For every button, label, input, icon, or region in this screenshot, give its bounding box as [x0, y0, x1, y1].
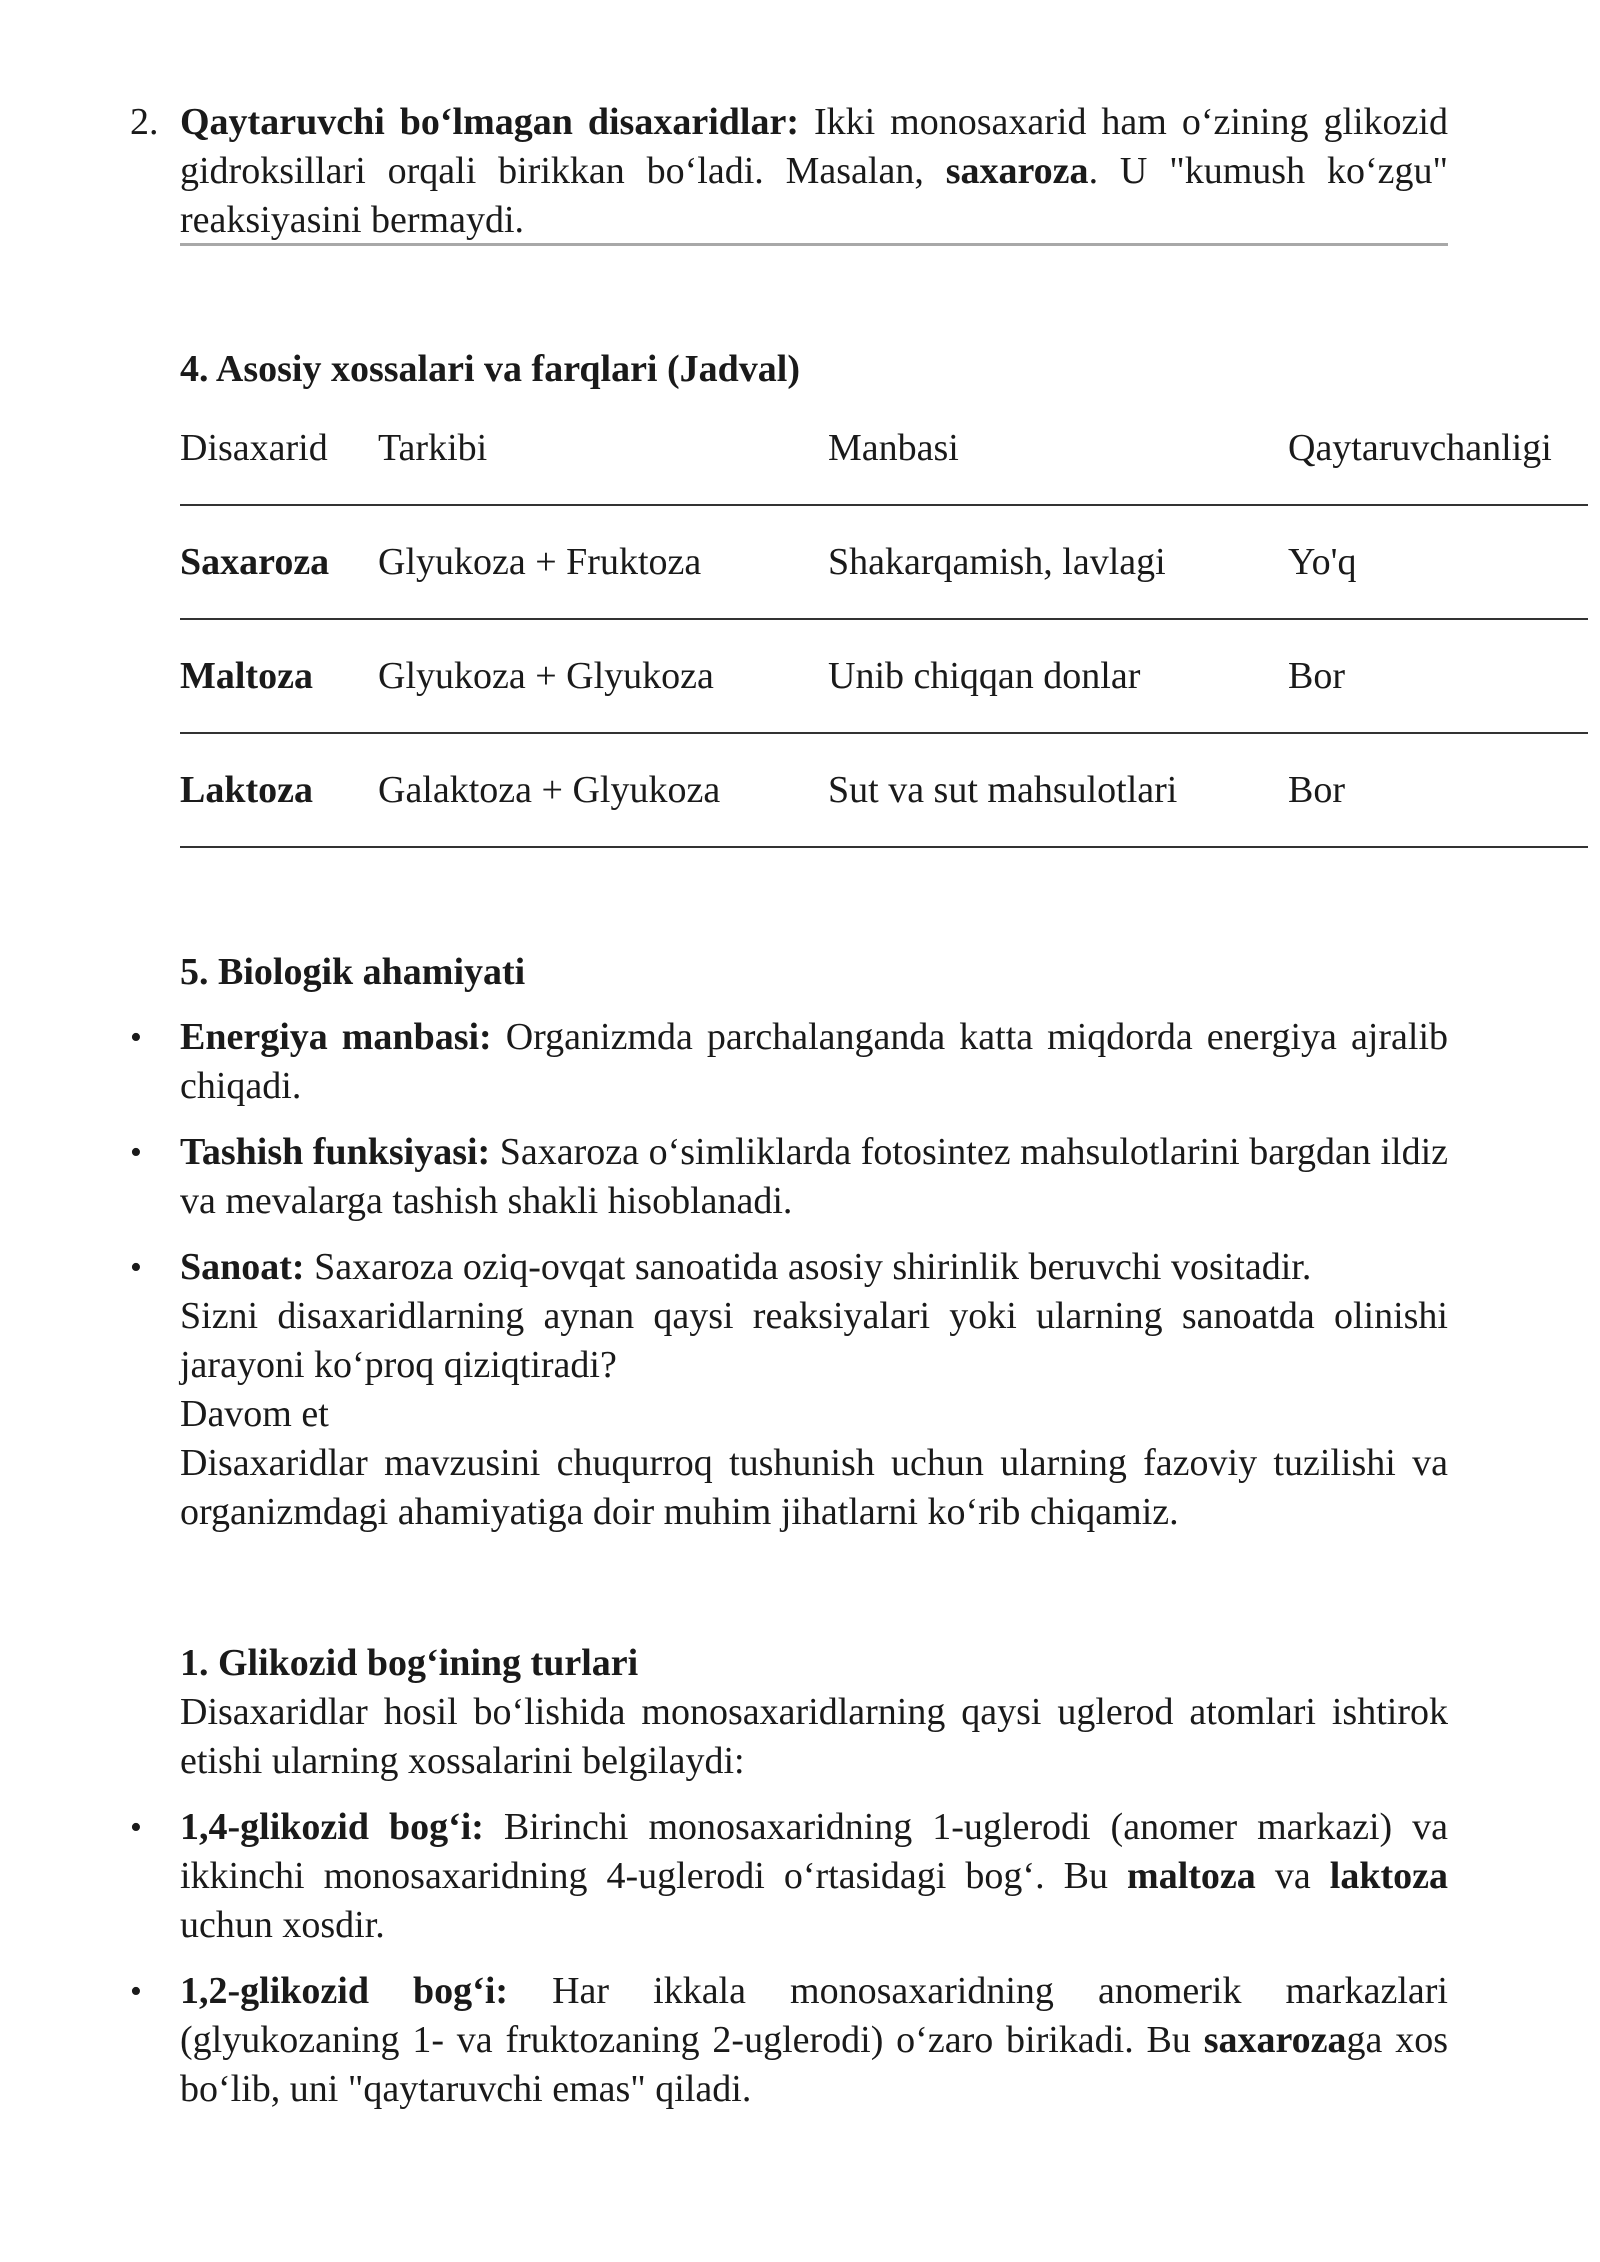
table-cell: Yo'q: [1288, 541, 1357, 583]
section1-heading: 1. Glikozid bog‘ining turlari: [180, 1642, 639, 1684]
section-divider: [180, 243, 1448, 246]
list-item: Energiya manbasi: Organizmda parchalanganda katta miqdorda energiya ajralib chiqadi.: [180, 1016, 1448, 1107]
table-cell: Sut va sut mahsulotlari: [828, 769, 1178, 811]
bullet-icon: •: [130, 1249, 142, 1286]
table-cell: Laktoza: [180, 769, 313, 811]
term: Qaytaruvchi bo‘lmagan disaxaridlar:: [180, 101, 799, 143]
table-cell: Bor: [1288, 655, 1345, 697]
table-cell: Shakarqamish, lavlagi: [828, 541, 1166, 583]
bullet-icon: •: [130, 1134, 142, 1171]
table-header: Qaytaruvchanligi: [1288, 427, 1552, 469]
table-cell: Unib chiqqan donlar: [828, 655, 1141, 697]
table-rule: [180, 504, 1588, 506]
section1-intro: Disaxaridlar hosil bo‘lishida monosaxaridlarning qaysi uglerod atomlari ishtirok etishi ularning xossalarini belgilaydi:: [180, 1691, 1448, 1782]
list-item: 1,2-glikozid bog‘i: Har ikkala monosaxaridning anomerik markazlari (glyukozaning 1- va fruktozaning 2-uglerodi) o‘zaro birikadi. Bu saxarozaga xos bo‘lib, uni "qaytaruvchi emas" qiladi.: [180, 1970, 1449, 2110]
table-header: Tarkibi: [378, 427, 488, 469]
bold-word: saxaroza: [945, 150, 1089, 192]
question-text: Sizni disaxaridlarning aynan qaysi reaksiyalari yoki ularning sanoatda olinishi jarayoni ko‘proq qiziqtiradi?: [180, 1295, 1448, 1386]
table-rule: [180, 846, 1588, 848]
section4-heading: 4. Asosiy xossalari va farqlari (Jadval): [180, 348, 800, 390]
section5-heading: 5. Biologik ahamiyati: [180, 951, 526, 993]
list-number: 2.: [130, 101, 159, 143]
bullet-icon: •: [130, 1809, 142, 1846]
continue-text: Disaxaridlar mavzusini chuqurroq tushunish uchun ularning fazoviy tuzilishi va organizmdagi ahamiyatiga doir muhim jihatlarni ko‘rib chiqamiz.: [180, 1442, 1448, 1533]
list-item: 1,4-glikozid bog‘i: Birinchi monosaxaridning 1-uglerodi (anomer markazi) va ikkinchi monosaxaridning 4-uglerodi o‘rtasidagi bog‘. Bu maltoza va laktoza uchun xosdir.: [180, 1806, 1448, 1946]
bullet-icon: •: [130, 1019, 142, 1056]
table-rule: [180, 618, 1588, 620]
table-cell: Maltoza: [180, 655, 313, 697]
table-cell: Glyukoza + Glyukoza: [378, 655, 714, 697]
list-item: Tashish funksiyasi: Saxaroza o‘simliklarda fotosintez mahsulotlarini bargdan ildiz va mevalarga tashish shakli hisoblanadi.: [180, 1131, 1448, 1222]
table-cell: Glyukoza + Fruktoza: [378, 541, 702, 583]
table-rule: [180, 732, 1588, 734]
non-reducing-disaccharides-paragraph: Qaytaruvchi bo‘lmagan disaxaridlar: Ikki monosaxarid ham o‘zining glikozid gidroksillari orqali birikkan bo‘ladi. Masalan, saxaroza. U "kumush ko‘zgu" reaksiyasini bermaydi.: [180, 101, 1448, 241]
table-cell: Bor: [1288, 769, 1345, 811]
list-item: Sanoat: Saxaroza oziq-ovqat sanoatida asosiy shirinlik beruvchi vositadir.: [180, 1246, 1312, 1288]
table-header: Manbasi: [828, 427, 959, 469]
table-cell: Saxaroza: [180, 541, 330, 583]
continue-label: Davom et: [180, 1393, 329, 1435]
bullet-icon: •: [130, 1973, 142, 2010]
table-cell: Galaktoza + Glyukoza: [378, 769, 721, 811]
table-header: Disaxarid: [180, 427, 328, 469]
